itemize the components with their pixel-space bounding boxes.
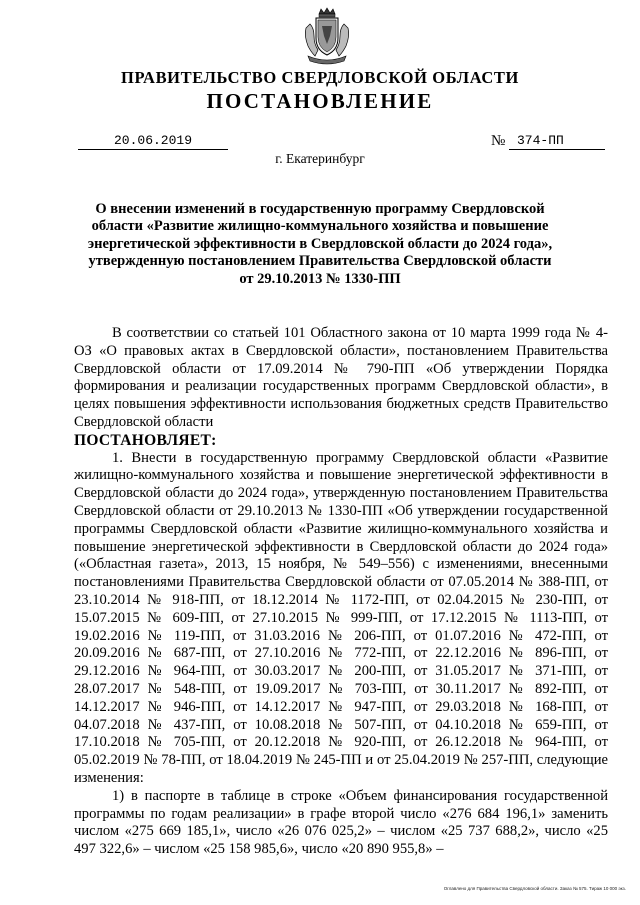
coat-of-arms-icon (302, 6, 352, 66)
document-number: 374-ПП (509, 133, 605, 150)
document-type: ПОСТАНОВЛЕНИЕ (206, 89, 434, 113)
document-body (74, 325, 608, 859)
preamble-paragraph: В соответствии со статьей 101 Областного закона от 10 марта 1999 года № 4-ОЗ «О правовых актах в Свердловской области», постановлением Правительства Свердловской области от 17.09.2014 № 790-ПП «Об утверждении Порядка формирования и реализации государственных программ Свердловской области», в целях повышения эффективности использования бюджетных средств Правительство Свердловской области (74, 325, 608, 430)
government-title: ПРАВИТЕЛЬСТВО СВЕРДЛОВСКОЙ ОБЛАСТИ (121, 68, 519, 87)
print-footer: Оглавлено для Правительства Свердловской области. Заказ № 575. Тираж 10 000 экз. (443, 886, 626, 891)
city: г. Екатеринбург (275, 151, 365, 166)
document-date: 20.06.2019 (78, 133, 228, 150)
document-title: О внесении изменений в государственную программу Свердловской области «Развитие жилищно-коммунального хозяйства и повышение энергетической эффективности в Свердловской области до 2024 года», утвержденную постановлением Правительства Свердловской области от 29.10.2013 № 1330-ПП (87, 201, 553, 287)
decrees-heading: ПОСТАНОВЛЯЕТ: (74, 431, 217, 449)
item-1-paragraph: 1. Внести в государственную программу Свердловской области «Развитие жилищно-коммунального хозяйства и повышение энергетической эффективности в Свердловской области до 2024 года», утвержденную постановлением Правительства Свердловской области от 29.10.2013 № 1330-ПП «Об утверждении государственной программы Свердловской области «Развитие жилищно-коммунального хозяйства и повышение энергетической эффективности в Свердловской области до 2024 года» («Областная газета», 2013, 15 ноября, № 549–556) с изменениями, внесенными постановлениями Правительства Свердловской области от 07.05.2014 № 388-ПП, от 23.10.2014 № 918-ПП, от 18.12.2014 № 1172-ПП, от 02.04.2015 № 230-ПП, от 15.07.2015 № 609-ПП, от 27.10.2015 № 999-ПП, от 17.12.2015 № 1113-ПП, от 19.02.2016 № 119-ПП, от 31.03.2016 № 206-ПП, от 01.07.2016 № 472-ПП, от 20.09.2016 № 687-ПП, от 27.10.2016 № 772-ПП, от 22.12.2016 № 896-ПП, от 29.12.2016 № 964-ПП, от 30.03.2017 № 200-ПП, от 31.05.2017 № 371-ПП, от 28.07.2017 № 548-ПП, от 19.09.2017 № 703-ПП, от 30.11.2017 № 892-ПП, от 14.12.2017 № 946-ПП, от 14.12.2017 № 947-ПП, от 29.03.2018 № 168-ПП, от 04.07.2018 № 437-ПП, от 10.08.2018 № 507-ПП, от 04.10.2018 № 659-ПП, от 17.10.2018 № 705-ПП, от 20.12.2018 № 920-ПП, от 26.12.2018 № 964-ПП, от 05.02.2019 № 78-ПП, от 18.04.2019 № 245-ПП и от 25.04.2019 № 257-ПП, следующие изменения: (74, 449, 608, 786)
number-sign: № (491, 133, 506, 149)
item-1-1-paragraph: 1) в паспорте в таблице в строке «Объем финансирования государственной программы по годам реализации» в графе второй число «276 684 196,1» заменить числом «275 669 185,1», число «26 076 025,2» – числом «25 737 688,2», число «25 497 322,6» – числом «25 158 985,6», число «20 890 955,8» – (74, 787, 608, 858)
